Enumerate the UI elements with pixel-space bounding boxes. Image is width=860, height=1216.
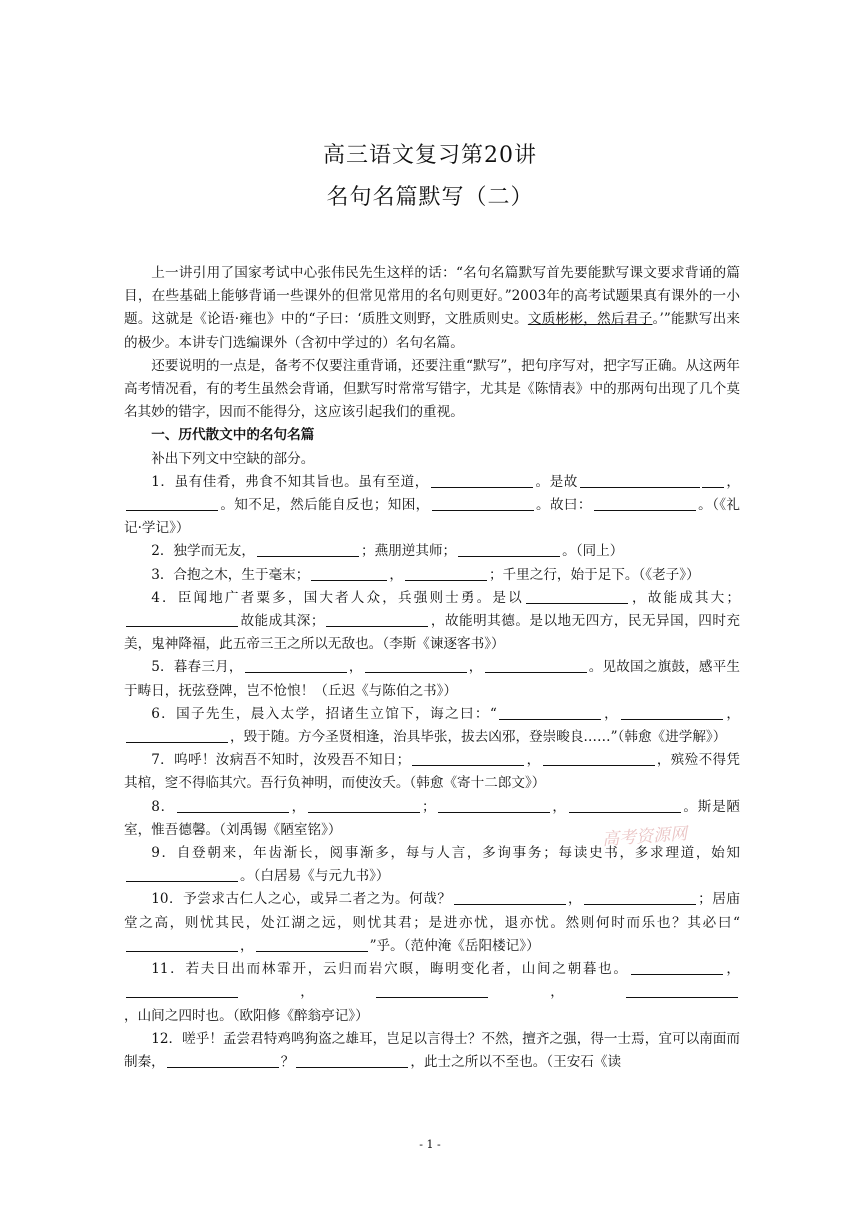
text-segment: ，此士之所以不至也。（王安石《读 bbox=[410, 1053, 622, 1070]
section-heading: 一、历代散文中的名句名篇 bbox=[151, 427, 315, 444]
answer-blank[interactable] bbox=[126, 867, 238, 882]
text-segment: 。知不足，然后能自反也；知困， bbox=[220, 497, 430, 514]
text-segment: ， bbox=[725, 473, 741, 490]
answer-blank[interactable] bbox=[326, 612, 428, 627]
text-segment: ， bbox=[290, 798, 306, 815]
text-segment: ， bbox=[490, 984, 624, 1001]
intro-paragraph-2: 还要说明的一点是，备考不仅要注重背诵，还要注重“默写”，把句序写对，把字写正确。从这两年高考情况看，有的考生虽然会背诵，但默写时常常写错字，尤其是《陈情表》中的那两句出现了几个莫名其妙的错字，因而不能得分，这应该引起我们的重视。 bbox=[124, 357, 740, 421]
answer-blank[interactable] bbox=[432, 496, 534, 511]
text-segment: ；居庙堂之高，则忧其民，处江湖之远，则忧其君；是进亦忧，退亦忧。然则何时而乐也？其必曰“ bbox=[124, 891, 741, 931]
text-segment: ；千里之行，始于足下。（《老子》） bbox=[488, 566, 700, 583]
text-segment: ，山间之四时也。（欧阳修《醉翁亭记》） bbox=[124, 1007, 369, 1024]
answer-blank[interactable] bbox=[256, 937, 368, 952]
answer-blank[interactable] bbox=[594, 496, 696, 511]
text-segment: ， bbox=[551, 798, 567, 815]
answer-blank[interactable] bbox=[126, 496, 218, 511]
question-3 bbox=[124, 564, 740, 587]
answer-blank[interactable] bbox=[526, 589, 628, 604]
text-segment: 。是故 bbox=[534, 473, 578, 490]
text-segment: ；燕朋逆其师； bbox=[361, 543, 457, 560]
text-segment: ， bbox=[348, 659, 363, 676]
document-body bbox=[124, 262, 740, 1074]
text-segment: ； bbox=[422, 798, 436, 815]
question-1 bbox=[124, 471, 740, 541]
answer-blank[interactable] bbox=[431, 473, 533, 488]
question-2 bbox=[124, 540, 740, 563]
intro-text: 。’”能默写出来的极少。本讲专门选编课外（含初中学过的）名句名篇。 bbox=[124, 311, 741, 351]
text-segment: ，故能明其德。是以地无四方，民无异国，四时充美，鬼神降福，此五帝三王之所以无敌也。（李斯《谏逐客书》） bbox=[124, 613, 741, 653]
question-6 bbox=[124, 703, 740, 749]
text-segment: 故能成其深； bbox=[240, 613, 325, 630]
answer-blank[interactable] bbox=[543, 751, 655, 766]
answer-blank[interactable] bbox=[177, 798, 289, 813]
answer-blank[interactable] bbox=[167, 1053, 279, 1068]
text-segment: 3．合抱之木，生于毫末； bbox=[151, 566, 310, 583]
answer-blank[interactable] bbox=[631, 960, 723, 975]
text-segment: 。（《礼记·学记》） bbox=[124, 497, 741, 537]
text-segment: ，故能成其大； bbox=[629, 589, 740, 606]
answer-blank[interactable] bbox=[412, 751, 524, 766]
text-segment: 12．嗟乎！孟尝君特鸡鸣狗盗之雄耳，岂足以言得士？不然，擅齐之强，得一士焉，宜可以南面而制秦， bbox=[124, 1030, 740, 1070]
intro-paragraph-1 bbox=[124, 262, 740, 355]
document-title: 高三语文复习第20讲 bbox=[323, 143, 537, 168]
text-segment: 9．自登朝来，年齿渐长，阅事渐多，每与人言，多询事务；每读史书，多求理道，始知 bbox=[151, 845, 740, 862]
answer-blank[interactable] bbox=[702, 473, 724, 488]
question-4 bbox=[124, 587, 740, 657]
question-11 bbox=[124, 958, 740, 1028]
answer-blank[interactable] bbox=[126, 612, 238, 627]
text-segment: ，毁于随。方今圣贤相逢，治具毕张，拔去凶邪，登崇畯良……”（韩愈《进学解》） bbox=[230, 729, 727, 746]
answer-blank[interactable] bbox=[569, 798, 681, 813]
answer-blank[interactable] bbox=[126, 983, 238, 998]
answer-blank[interactable] bbox=[376, 983, 488, 998]
answer-blank[interactable] bbox=[126, 937, 238, 952]
text-segment: 。见故国之旗鼓，感平生于畴日，抚弦登陴，岂不怆悢！（丘迟《与陈伯之书》） bbox=[124, 659, 741, 699]
underlined-quote: 文质彬彬，然后君子 bbox=[527, 311, 653, 328]
question-10 bbox=[124, 888, 740, 958]
text-segment: 6．国子先生，晨入太学，招诸生立馆下，诲之曰：“ bbox=[151, 705, 497, 722]
text-segment: 7．呜呼！汝病吾不知时，汝殁吾不知日； bbox=[151, 752, 411, 769]
answer-blank[interactable] bbox=[626, 983, 738, 998]
text-segment: ， bbox=[240, 984, 374, 1001]
text-segment: ， bbox=[526, 752, 541, 769]
answer-blank[interactable] bbox=[621, 705, 723, 720]
text-segment: 。故曰： bbox=[535, 497, 592, 514]
text-segment: ，殡殓不得凭其棺，窆不得临其穴。吾行负神明，而使汝夭。（韩愈《寄十二郎文》） bbox=[124, 752, 740, 792]
text-segment: ”乎。（范仲淹《岳阳楼记》） bbox=[369, 937, 540, 954]
text-segment: 5．暮春三月， bbox=[151, 659, 243, 676]
answer-blank[interactable] bbox=[499, 705, 601, 720]
document-subtitle: 名句名篇默写（二） bbox=[326, 185, 534, 210]
text-segment: ， bbox=[468, 659, 483, 676]
text-segment: 4．臣闻地广者粟多，国大者人众，兵强则士勇。是以 bbox=[151, 589, 524, 606]
answer-blank[interactable] bbox=[584, 890, 696, 905]
instruction: 补出下列文中空缺的部分。 bbox=[151, 450, 315, 467]
text-segment: ， bbox=[389, 566, 403, 583]
answer-blank[interactable] bbox=[308, 798, 420, 813]
answer-blank[interactable] bbox=[454, 890, 566, 905]
answer-blank[interactable] bbox=[245, 658, 347, 673]
text-segment: 10．予尝求古仁人之心，或异二者之为。何哉？ bbox=[151, 891, 452, 908]
question-5 bbox=[124, 656, 740, 702]
answer-blank[interactable] bbox=[257, 542, 359, 557]
question-9 bbox=[124, 842, 740, 888]
question-12 bbox=[124, 1028, 740, 1074]
answer-blank[interactable] bbox=[458, 542, 560, 557]
text-segment: ， bbox=[724, 961, 741, 978]
answer-blank[interactable] bbox=[485, 658, 587, 673]
text-segment: ， bbox=[602, 705, 620, 722]
answer-blank[interactable] bbox=[438, 798, 550, 813]
answer-blank[interactable] bbox=[580, 473, 700, 488]
page-number: - 1 - bbox=[419, 1138, 441, 1151]
answer-blank[interactable] bbox=[296, 1053, 408, 1068]
text-segment: 8． bbox=[151, 798, 175, 815]
text-segment: 11．若夫日出而林霏开，云归而岩穴暝，晦明变化者，山间之朝暮也。 bbox=[151, 961, 629, 978]
text-segment: ？ bbox=[280, 1053, 295, 1070]
answer-blank[interactable] bbox=[405, 566, 487, 581]
text-segment: 2．独学而无友， bbox=[151, 543, 255, 560]
question-7 bbox=[124, 749, 740, 795]
watermark-logo: 高考资源网 bbox=[601, 824, 688, 850]
answer-blank[interactable] bbox=[311, 566, 387, 581]
text-segment: 1．虽有佳肴，弗食不知其旨也。虽有至道， bbox=[151, 473, 429, 490]
answer-blank[interactable] bbox=[365, 658, 467, 673]
intro-text: 上一讲引用了国家考试中心张伟民先生这样的话：“名句名篇默写首先要能默写课文要求背诵的篇目，在些基础上能够背诵一些课外的但常见常用的名句则更好。”2003年的高考试题果真有课外的一小题。这就是《论语·雍也》中的“子曰：‘质胜文则野，文胜质则史。 bbox=[124, 265, 740, 328]
text-segment: ， bbox=[725, 705, 741, 722]
text-segment: ， bbox=[240, 937, 254, 954]
text-segment: 。斯是陋室，惟吾德馨。（刘禹锡《陋室铭》） bbox=[124, 798, 741, 838]
text-segment: 。（同上） bbox=[562, 543, 624, 560]
answer-blank[interactable] bbox=[126, 728, 228, 743]
text-segment: 。（白居易《与元九书》） bbox=[240, 868, 390, 885]
text-segment: ， bbox=[567, 891, 583, 908]
